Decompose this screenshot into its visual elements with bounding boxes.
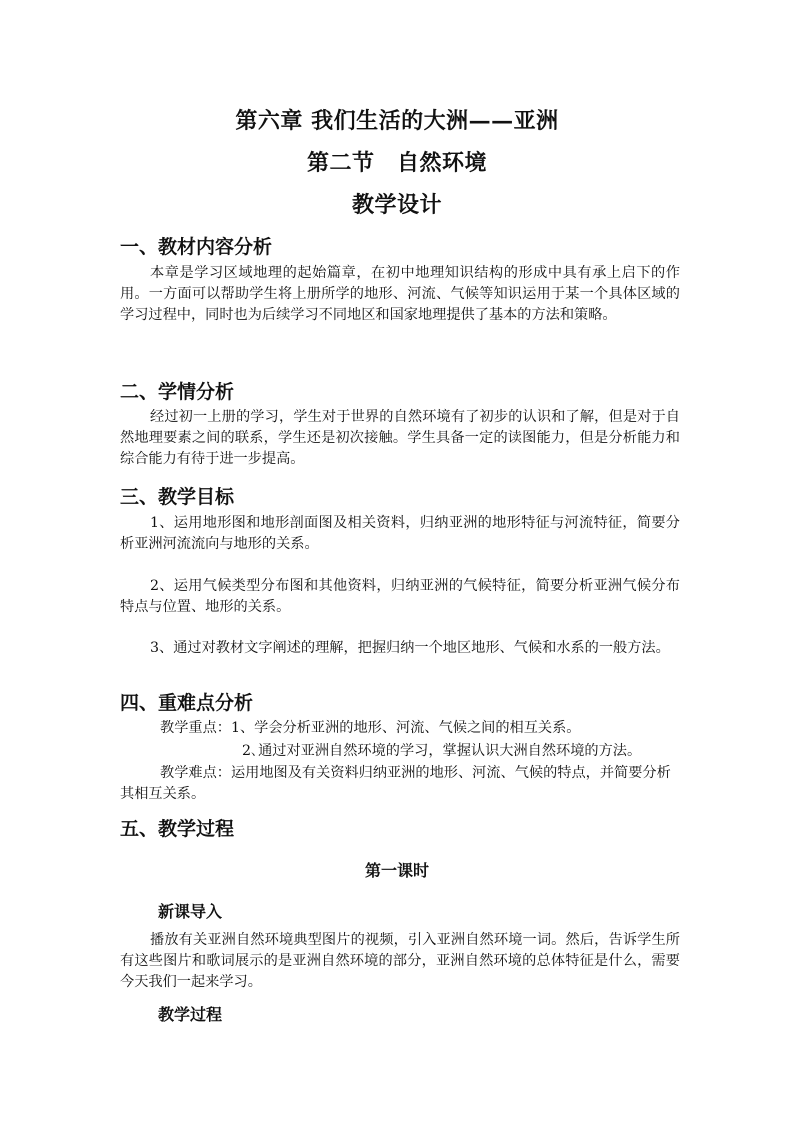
heading-material-analysis: 一、教材内容分析: [120, 236, 273, 258]
heading-key-difficult-points: 四、重难点分析: [120, 692, 254, 714]
lesson-title: 第一课时: [364, 861, 429, 880]
key-point-label: 教学重点：: [160, 720, 231, 736]
heading-process: 教学过程: [158, 1005, 223, 1024]
student-analysis-body: 经过初一上册的学习，学生对于世界的自然环境有了初步的认识和了解，但是对于自然地理要素之间的联系，学生还是初次接触。学生具备一定的读图能力，但是分析能力和综合能力有待于进一步提高。: [120, 409, 680, 467]
key-point-1-text: 1、学会分析亚洲的地形、河流、气候之间的相互关系。: [230, 720, 581, 736]
key-point-1: [160, 718, 580, 739]
new-lesson-intro-body: 播放有关亚洲自然环境典型图片的视频，引入亚洲自然环境一词。然后，告诉学生所有这些图片和歌词展示的是亚洲自然环境的部分，亚洲自然环境的总体特征是什么，需要今天我们一起来学习。: [120, 932, 680, 990]
difficult-point-text: 运用地图及有关资料归纳亚洲的地形、河流、气候的特点，并简要分析: [230, 765, 671, 781]
chapter-title: 第六章 我们生活的大洲——亚洲: [235, 108, 559, 134]
difficult-point-label: 教学难点：: [160, 765, 231, 781]
material-analysis-body: 本章是学习区域地理的起始篇章，在初中地理知识结构的形成中具有承上启下的作用。一方面可以帮助学生将上册所学的地形、河流、气候等知识运用于某一个具体区域的学习过程中，同时也为后续学习不同地区和国家地理提供了基本的方法和策略。: [120, 265, 680, 323]
heading-teaching-goals: 三、教学目标: [120, 486, 235, 508]
document-title: 教学设计: [351, 192, 442, 218]
heading-new-lesson-intro: 新课导入: [158, 902, 223, 921]
heading-student-analysis: 二、学情分析: [120, 381, 235, 403]
teaching-goal-1: 1、运用地形图和地形剖面图及相关资料，归纳亚洲的地形特征与河流特征，简要分析亚洲河流流向与地形的关系。: [120, 515, 680, 552]
difficult-point-line-1: [160, 763, 671, 784]
section-title: 第二节 自然环境: [306, 150, 487, 176]
difficult-point-line-2: 其相互关系。: [120, 786, 206, 802]
heading-teaching-process: 五、教学过程: [120, 818, 235, 840]
teaching-goal-2: 2、运用气候类型分布图和其他资料，归纳亚洲的气候特征，简要分析亚洲气候分布特点与位置、地形的关系。: [120, 578, 680, 615]
key-point-2: 2､通过对亚洲自然环境的学习，掌握认识大洲自然环境的方法。: [242, 743, 642, 759]
teaching-goal-3: 3、通过对教材文字阐述的理解，把握归纳一个地区地形、气候和水系的一般方法。: [150, 640, 670, 656]
